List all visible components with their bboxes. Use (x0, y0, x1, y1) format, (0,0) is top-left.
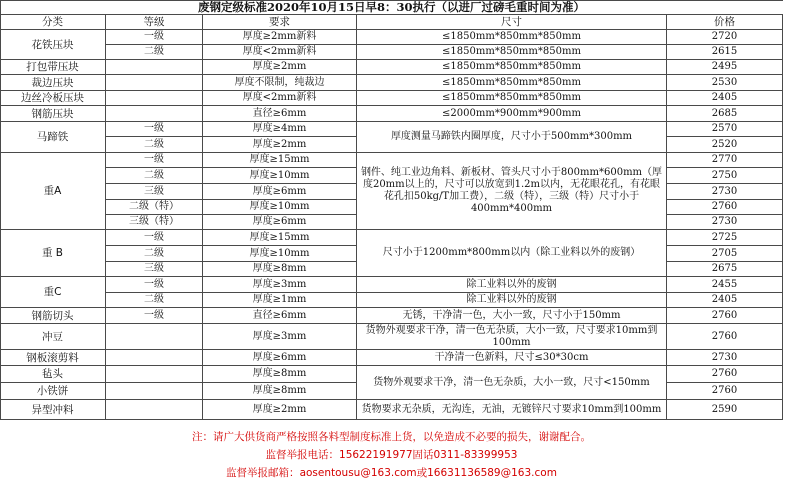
price-cell: 2530 (667, 75, 783, 91)
grade-cell: 二级 (106, 168, 203, 184)
grade-cell (106, 400, 203, 420)
grade-cell: 二级 (106, 137, 203, 153)
size-cell-merged: 厚度测量马蹄铁内圈厚度，尺寸小于500mm*300mm (357, 122, 667, 153)
size-cell: 干净清一色新料，尺寸≤30*30cm (357, 350, 667, 366)
requirement-cell: 厚度≥3mm (203, 277, 357, 293)
requirement-cell: 厚度≥3mm (203, 324, 357, 350)
category-cell: 边丝冷板压块 (0, 91, 106, 106)
category-cell: 钢板滚剪料 (0, 350, 106, 366)
grade-cell: 三级 (106, 184, 203, 200)
footer-notice: 注：请广大供货商严格按照各料型制度标准上货，以免造成不必要的损失，谢谢配合。 (192, 431, 591, 443)
category-cell: 小铁饼 (0, 383, 106, 400)
category-cell: 重A (0, 153, 106, 230)
requirement-cell: 厚度≥10mm (203, 168, 357, 184)
header-category: 分类 (0, 15, 106, 30)
size-cell: ≤2000mm*900mm*900mm (357, 106, 667, 122)
price-cell: 2570 (667, 122, 783, 137)
size-cell: 货物外观要求干净，清一色无杂质，大小一致，尺寸要求10mm到100mm (357, 324, 667, 350)
size-cell: 除工业料以外的废钢 (357, 277, 667, 293)
size-cell: ≤1850mm*850mm*850mm (357, 75, 667, 91)
footer-email-value: aosentousu@163.com或16631136589@163.com (299, 467, 557, 479)
size-cell: 除工业料以外的废钢 (357, 293, 667, 308)
grade-cell (106, 324, 203, 350)
requirement-cell: 厚度≥10mm (203, 200, 357, 215)
category-cell: 裁边压块 (0, 75, 106, 91)
grade-cell: 一级 (106, 230, 203, 246)
size-cell-merged: 钢件、纯工业边角料、新板材、管头尺寸小于800mm*600mm（厚度20mm以上的，尺寸可以放宽到1.2m以内，无花眼花孔，有花眼花孔扣50kg/T加工费），二级（特），三级（特）尺寸小于400mm*400mm (357, 153, 667, 230)
requirement-cell: 厚度≥2mm (203, 60, 357, 75)
requirement-cell: 厚度≥8mm (203, 366, 357, 383)
price-cell: 2455 (667, 277, 783, 293)
header-size: 尺寸 (357, 15, 667, 30)
grade-cell (106, 75, 203, 91)
grade-cell (106, 106, 203, 122)
price-cell: 2760 (667, 200, 783, 215)
grade-cell: 一级 (106, 308, 203, 324)
grade-cell: 二级 (106, 293, 203, 308)
price-cell: 2730 (667, 215, 783, 230)
requirement-cell: 厚度≥4mm (203, 122, 357, 137)
header-requirement: 要求 (203, 15, 357, 30)
footer-phone-value: 15622191977固话0311-83399953 (339, 449, 518, 461)
header-grade: 等级 (106, 15, 203, 30)
category-cell: 冲豆 (0, 324, 106, 350)
size-cell: ≤1850mm*850mm*850mm (357, 91, 667, 106)
size-cell: ≤1850mm*850mm*850mm (357, 30, 667, 45)
price-cell: 2760 (667, 308, 783, 324)
grade-cell: 二级 (106, 246, 203, 262)
category-cell: 钢筋压块 (0, 106, 106, 122)
price-cell: 2495 (667, 60, 783, 75)
category-cell: 打包带压块 (0, 60, 106, 75)
price-cell: 2730 (667, 350, 783, 366)
price-cell: 2760 (667, 324, 783, 350)
size-cell: ≤1850mm*850mm*850mm (357, 45, 667, 60)
requirement-cell: 厚度≥2mm新料 (203, 30, 357, 45)
requirement-cell: 厚度≥10mm (203, 246, 357, 262)
grade-cell (106, 383, 203, 400)
requirement-cell: 厚度<2mm新料 (203, 91, 357, 106)
price-cell: 2770 (667, 153, 783, 168)
footer-phone-label: 监督举报电话： (265, 449, 340, 461)
requirement-cell: 厚度≥8mm (203, 383, 357, 400)
category-cell: 异型冲料 (0, 400, 106, 420)
grade-cell (106, 60, 203, 75)
price-cell: 2405 (667, 293, 783, 308)
category-cell: 毡头 (0, 366, 106, 383)
footer-phone (0, 446, 783, 464)
price-cell: 2675 (667, 262, 783, 277)
price-cell: 2720 (667, 30, 783, 45)
header-price: 价格 (667, 15, 783, 30)
category-cell: 马蹄铁 (0, 122, 106, 153)
grade-cell (106, 366, 203, 383)
price-cell: 2405 (667, 91, 783, 106)
size-cell: ≤1850mm*850mm*850mm (357, 60, 667, 75)
price-cell: 2760 (667, 383, 783, 400)
requirement-cell: 厚度≥8mm (203, 262, 357, 277)
category-cell: 钢筋切头 (0, 308, 106, 324)
size-cell-merged: 尺寸小于1200mm*800mm以内（除工业料以外的废钢） (357, 230, 667, 277)
requirement-cell: 厚度≥6mm (203, 215, 357, 230)
requirement-cell: 厚度≥6mm (203, 184, 357, 200)
footer-email (0, 464, 783, 482)
category-cell: 重 B (0, 230, 106, 277)
price-cell: 2685 (667, 106, 783, 122)
grade-cell: 三级 (106, 262, 203, 277)
price-cell: 2730 (667, 184, 783, 200)
price-cell: 2520 (667, 137, 783, 153)
price-cell: 2725 (667, 230, 783, 246)
grade-cell: 三级（特） (106, 215, 203, 230)
size-cell-merged: 货物外观要求干净，清一色无杂质，大小一致，尺寸<150mm (357, 366, 667, 400)
category-cell: 花铁压块 (0, 30, 106, 60)
price-cell: 2590 (667, 400, 783, 420)
size-cell: 无锈，干净清一色，大小一致，尺寸小于150mm (357, 308, 667, 324)
requirement-cell: 厚度≥15mm (203, 153, 357, 168)
footer-email-label: 监督举报邮箱： (226, 467, 300, 479)
grade-cell: 二级（特） (106, 200, 203, 215)
category-cell: 重C (0, 277, 106, 308)
requirement-cell: 厚度≥6mm (203, 350, 357, 366)
requirement-cell: 厚度<2mm新料 (203, 45, 357, 60)
grade-cell: 一级 (106, 277, 203, 293)
table-title: 废钢定级标准2020年10月15日早8：30执行（以进厂过磅毛重时间为准） (0, 0, 783, 15)
price-cell: 2750 (667, 168, 783, 184)
grade-cell: 一级 (106, 122, 203, 137)
grade-cell (106, 91, 203, 106)
requirement-cell: 厚度不限制，纯裁边 (203, 75, 357, 91)
grade-cell: 一级 (106, 30, 203, 45)
requirement-cell: 厚度≥1mm (203, 293, 357, 308)
price-cell: 2760 (667, 366, 783, 383)
grade-cell (106, 350, 203, 366)
requirement-cell: 厚度≥15mm (203, 230, 357, 246)
requirement-cell: 直径≥6mm (203, 308, 357, 324)
grade-cell: 二级 (106, 45, 203, 60)
requirement-cell: 厚度≥2mm (203, 400, 357, 420)
price-cell: 2615 (667, 45, 783, 60)
requirement-cell: 直径≥6mm (203, 106, 357, 122)
size-cell: 货物要求无杂质，无沟连，无油，无镀锌尺寸要求10mm到100mm (357, 400, 667, 420)
grade-cell: 一级 (106, 153, 203, 168)
requirement-cell: 厚度≥2mm (203, 137, 357, 153)
price-cell: 2705 (667, 246, 783, 262)
table-footer (0, 428, 783, 482)
